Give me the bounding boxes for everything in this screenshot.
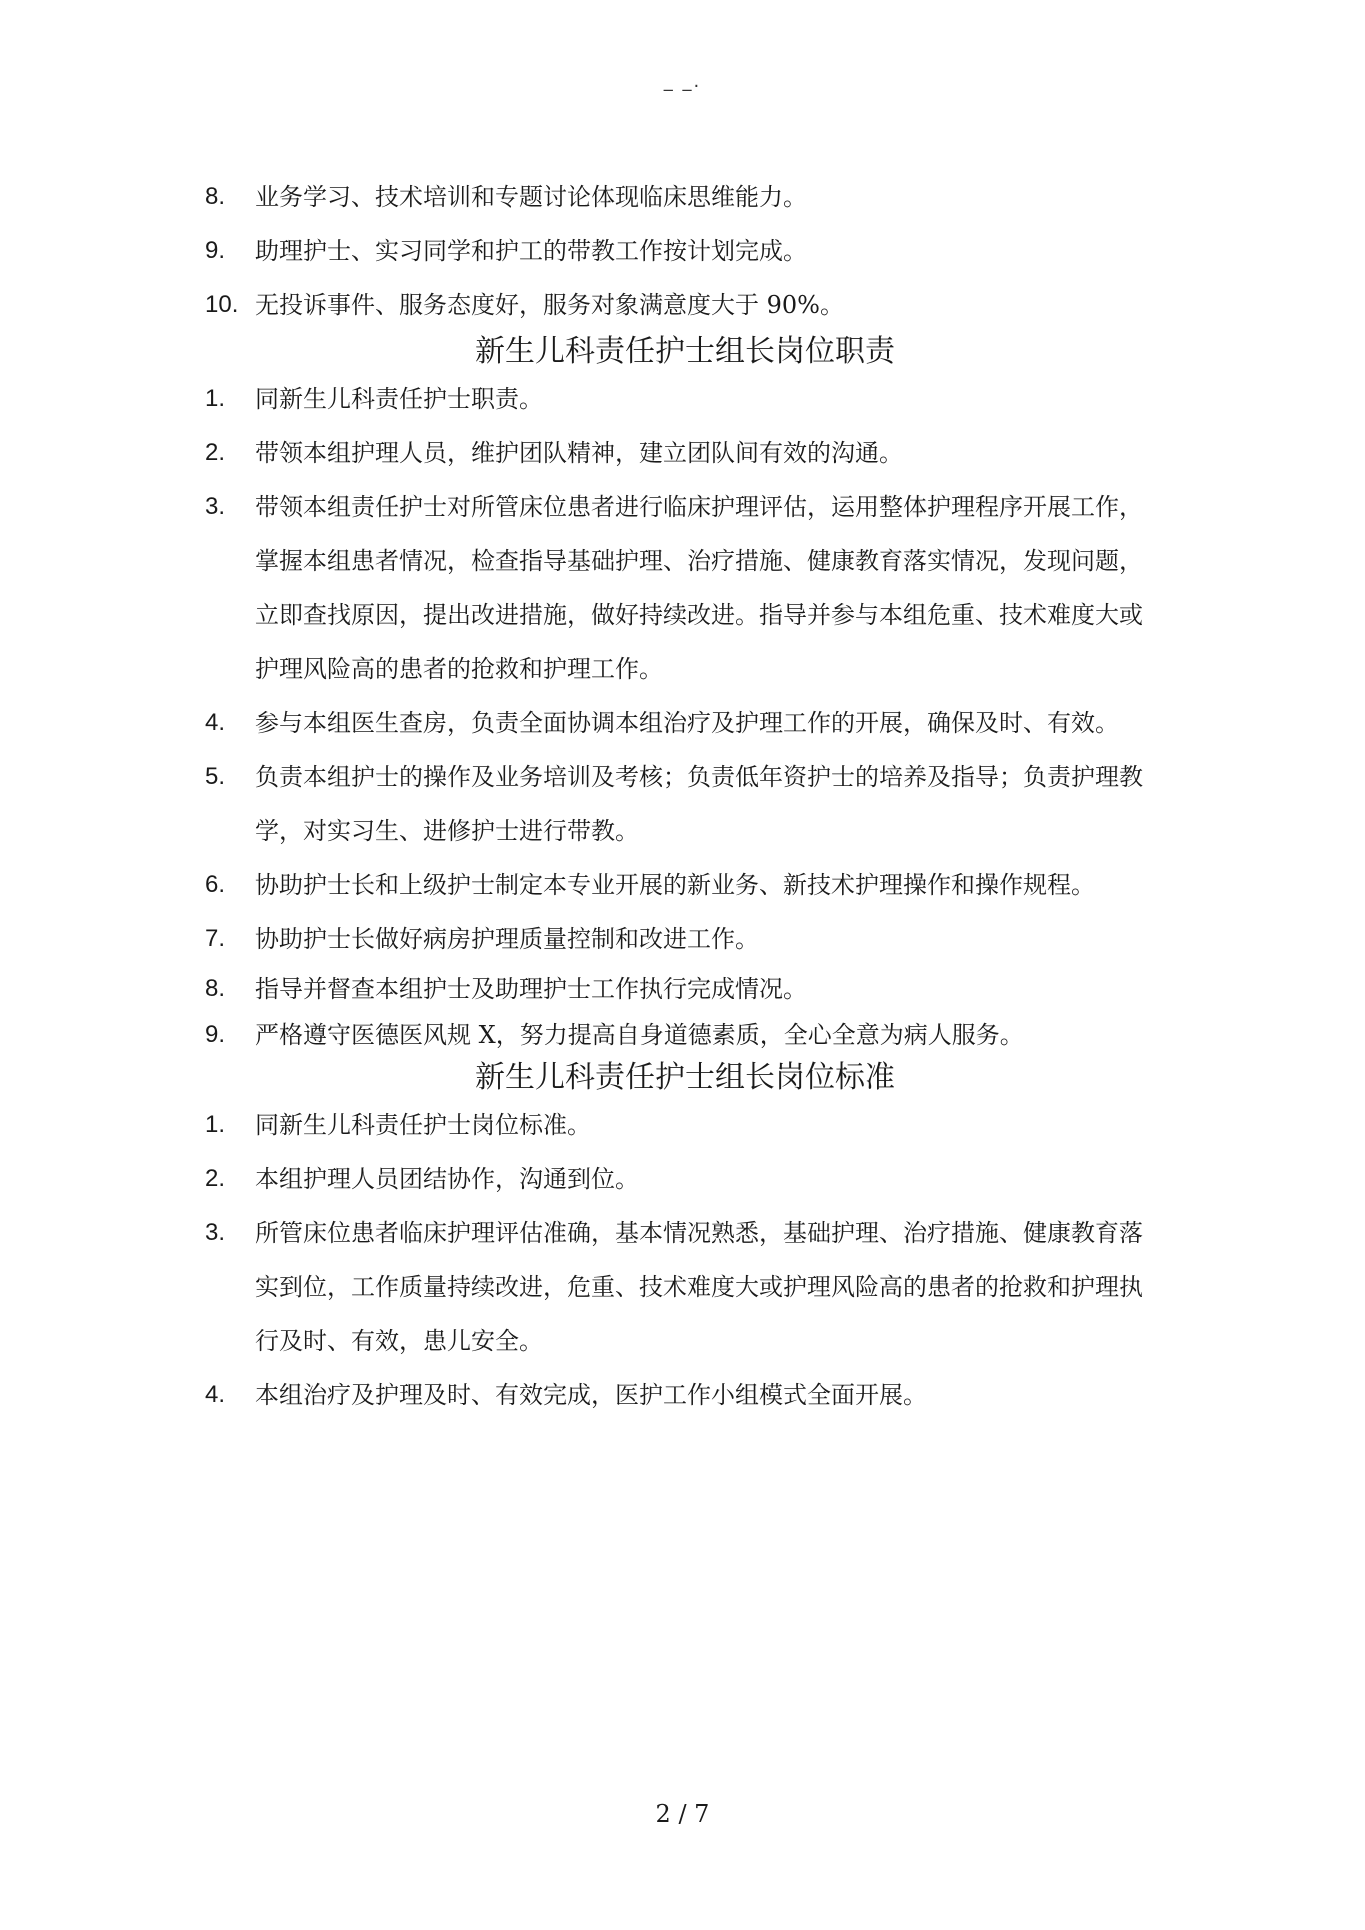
list-text: 业务学习、技术培训和专题讨论体现临床思维能力。 <box>255 183 807 211</box>
duties-list <box>205 372 1165 1058</box>
continued-list <box>205 170 1165 332</box>
list-number: 10. <box>205 291 239 318</box>
page-number: 2 / 7 <box>655 1800 710 1828</box>
list-text: 无投诉事件、服务态度好，服务对象满意度大于 90%。 <box>255 291 844 319</box>
list-text: 助理护士、实习同学和护工的带教工作按计划完成。 <box>255 237 807 265</box>
list-item <box>205 1098 1165 1152</box>
list-number: 2. <box>205 439 226 466</box>
list-text: 同新生儿科责任护士岗位标准。 <box>255 1111 591 1139</box>
list-text: 带领本组责任护士对所管床位患者进行临床护理评估，运用整体护理程序开展工作，掌握本组患者情况，检查指导基础护理、治疗措施、健康教育落实情况，发现问题，立即查找原因，提出改进措施，做好持续改进。指导并参与本组危重、技术难度大或护理风险高的患者的抢救和护理工作。 <box>255 493 1143 683</box>
section-title-duties: 新生儿科责任护士组长岗位职责 <box>475 334 895 369</box>
list-item <box>205 1152 1165 1206</box>
document-body <box>205 170 1165 1422</box>
list-number: 8. <box>205 975 226 1002</box>
list-text: 严格遵守医德医风规 X，努力提高自身道德素质，全心全意为病人服务。 <box>255 1021 1024 1049</box>
list-item <box>205 696 1165 750</box>
list-number: 9. <box>205 237 226 264</box>
list-number: 9. <box>205 1021 226 1048</box>
standards-list <box>205 1098 1165 1422</box>
list-text: 协助护士长和上级护士制定本专业开展的新业务、新技术护理操作和操作规程。 <box>255 871 1095 899</box>
list-number: 3. <box>205 493 226 520</box>
list-number: 2. <box>205 1165 226 1192</box>
list-item <box>205 278 1165 332</box>
list-text: 本组治疗及护理及时、有效完成，医护工作小组模式全面开展。 <box>255 1381 927 1409</box>
list-item <box>205 224 1165 278</box>
list-text: 指导并督查本组护士及助理护士工作执行完成情况。 <box>255 975 807 1003</box>
list-text: 负责本组护士的操作及业务培训及考核；负责低年资护士的培养及指导；负责护理教学，对实习生、进修护士进行带教。 <box>255 763 1143 845</box>
list-number: 8. <box>205 183 226 210</box>
list-number: 7. <box>205 925 226 952</box>
list-text: 协助护士长做好病房护理质量控制和改进工作。 <box>255 925 759 953</box>
list-item <box>205 858 1165 912</box>
list-item <box>205 372 1165 426</box>
list-item <box>205 912 1165 966</box>
list-item <box>205 966 1165 1012</box>
list-number: 4. <box>205 1381 226 1408</box>
list-item <box>205 1206 1165 1368</box>
list-item <box>205 1368 1165 1422</box>
list-item <box>205 1012 1165 1058</box>
list-text: 带领本组护理人员，维护团队精神，建立团队间有效的沟通。 <box>255 439 903 467</box>
list-number: 4. <box>205 709 226 736</box>
list-text: 本组护理人员团结协作，沟通到位。 <box>255 1165 639 1193</box>
list-number: 5. <box>205 763 226 790</box>
list-item <box>205 750 1165 858</box>
list-number: 6. <box>205 871 226 898</box>
list-item <box>205 480 1165 696</box>
page-header-mark: _ _. <box>663 71 702 92</box>
list-number: 1. <box>205 385 226 412</box>
list-item <box>205 170 1165 224</box>
list-item <box>205 426 1165 480</box>
list-number: 1. <box>205 1111 226 1138</box>
list-text: 所管床位患者临床护理评估准确，基本情况熟悉，基础护理、治疗措施、健康教育落实到位，工作质量持续改进，危重、技术难度大或护理风险高的患者的抢救和护理执行及时、有效，患儿安全。 <box>255 1219 1143 1355</box>
list-text: 同新生儿科责任护士职责。 <box>255 385 543 413</box>
list-number: 3. <box>205 1219 226 1246</box>
section-title-standards: 新生儿科责任护士组长岗位标准 <box>475 1060 895 1095</box>
list-text: 参与本组医生查房，负责全面协调本组治疗及护理工作的开展，确保及时、有效。 <box>255 709 1119 737</box>
